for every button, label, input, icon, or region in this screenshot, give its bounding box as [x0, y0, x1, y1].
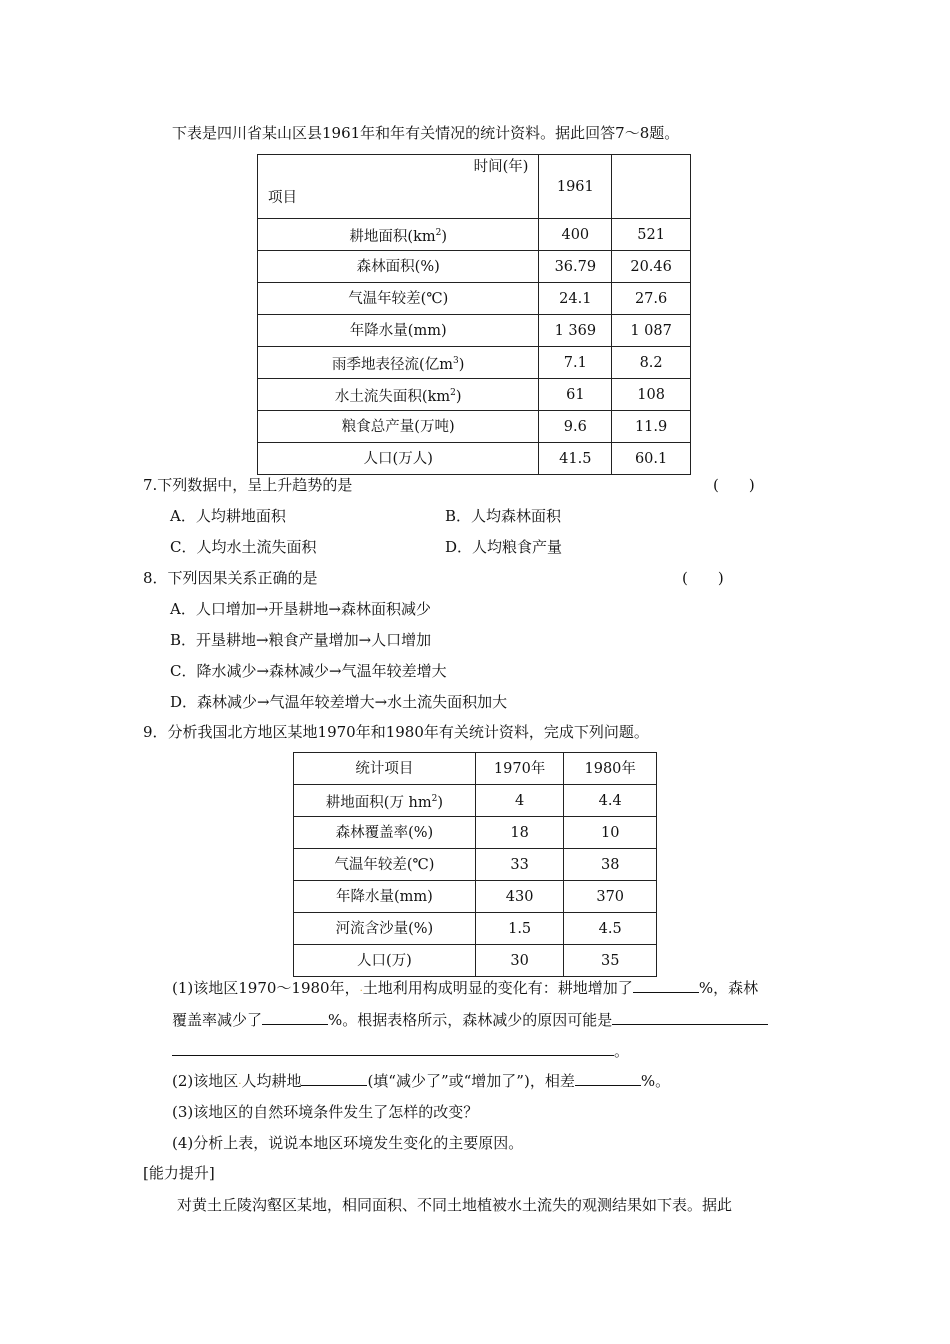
q9-sub1-part-a: (1)该地区1970～1980年，: [172, 979, 360, 997]
blank-per-capita-change[interactable]: [301, 1071, 367, 1086]
q9-sub1-line1: [172, 978, 758, 1001]
cell-value: 36.79: [539, 251, 612, 283]
table-row: [294, 945, 657, 977]
blank-forest-reason-continued[interactable]: [172, 1041, 614, 1056]
table-1-diagonal-header: [258, 155, 539, 219]
table-row: [258, 251, 691, 283]
q8-answer-paren: ( ): [682, 569, 724, 587]
header-col-2: [612, 155, 691, 219]
q9-sub2-part-b: 人均耕地: [241, 1072, 302, 1090]
q9-sub1-end: 。: [614, 1042, 630, 1060]
row-label: 气温年较差(℃): [258, 283, 539, 315]
header-1980: 1980年: [564, 753, 657, 785]
cell-value: 35: [564, 945, 657, 977]
q8-option-d: D．森林减少→气温年较差增大→水土流失面积加大: [170, 693, 508, 711]
cell-value: 4: [475, 785, 564, 817]
cell-value: 1 369: [539, 315, 612, 347]
row-label: 河流含沙量(%): [294, 913, 476, 945]
row-label: 耕地面积$(km^2)$: [258, 219, 539, 251]
blank-forest-reason[interactable]: [612, 1010, 768, 1025]
cell-value: 18: [475, 817, 564, 849]
header-col-1: 1961: [539, 155, 612, 219]
q9-sub4: (4)分析上表，说说本地区环境发生变化的主要原因。: [172, 1134, 524, 1152]
cell-value: 1.5: [475, 913, 564, 945]
table-row: [258, 411, 691, 443]
row-label: 粮食总产量(万吨): [258, 411, 539, 443]
header-time: 时间(年): [473, 159, 529, 175]
row-label: 年降水量(mm): [258, 315, 539, 347]
intro-text: 下表是四川省某山区县1961年和年有关情况的统计资料。据此回答7～8题。: [172, 124, 680, 142]
q9-sub2-part-c: (填“减少了”或“增加了”)，相差: [367, 1072, 575, 1090]
table-2: [293, 752, 657, 977]
cell-value: 108: [612, 379, 691, 411]
table-row: [294, 817, 657, 849]
edit-mark-icon: .: [238, 1076, 242, 1087]
edit-mark-icon: .: [359, 983, 363, 994]
row-label: 水土流失面积$(km^2)$: [258, 379, 539, 411]
q9-sub2-part-a: (2)该地区: [172, 1072, 239, 1090]
row-label: 耕地面积(万 $hm^2$): [294, 785, 476, 817]
cell-value: 430: [475, 881, 564, 913]
cell-value: 27.6: [612, 283, 691, 315]
q9-sub1-line3: [172, 1041, 629, 1061]
cell-value: 38: [564, 849, 657, 881]
cell-value: 11.9: [612, 411, 691, 443]
cell-value: 4.4: [564, 785, 657, 817]
header-item: 统计项目: [294, 753, 476, 785]
q9-sub2-part-d: %。: [640, 1072, 671, 1090]
row-label: 人口(万人): [258, 443, 539, 475]
table-row: [294, 785, 657, 817]
section-heading: [能力提升]: [143, 1164, 215, 1182]
table-row: [258, 443, 691, 475]
table-row: [258, 219, 691, 251]
row-label: 气温年较差(℃): [294, 849, 476, 881]
row-label: 人口(万): [294, 945, 476, 977]
q7-stem: 7.下列数据中，呈上升趋势的是: [143, 476, 353, 494]
q8-option-a: A．人口增加→开垦耕地→森林面积减少: [170, 600, 431, 618]
q7-answer-paren: ( ): [713, 476, 755, 494]
cell-value: 10: [564, 817, 657, 849]
row-label: 森林面积(%): [258, 251, 539, 283]
header-1970: 1970年: [475, 753, 564, 785]
blank-per-capita-diff[interactable]: [575, 1071, 641, 1086]
q9-stem: 9．分析我国北方地区某地1970年和1980年有关统计资料，完成下列问题。: [143, 723, 649, 741]
row-label: 年降水量(mm): [294, 881, 476, 913]
cell-value: 7.1: [539, 347, 612, 379]
cell-value: 8.2: [612, 347, 691, 379]
q9-sub1-part-e: %。根据表格所示，森林减少的原因可能是: [328, 1011, 613, 1029]
q7-option-d: D．人均粮食产量: [445, 538, 563, 556]
row-label: 雨季地表径流(亿$m^3$): [258, 347, 539, 379]
table-row: [258, 347, 691, 379]
q9-sub1-line2: [172, 1010, 768, 1030]
cell-value: 30: [475, 945, 564, 977]
q9-sub1-part-b: 土地利用构成明显的变化有：耕地增加了: [362, 979, 633, 997]
table-row: [258, 283, 691, 315]
cell-value: 24.1: [539, 283, 612, 315]
blank-forest-decrease[interactable]: [262, 1010, 328, 1025]
q8-option-c: C．降水减少→森林减少→气温年较差增大: [170, 662, 447, 680]
table-1: [257, 154, 691, 475]
cell-value: 1 087: [612, 315, 691, 347]
cell-value: 60.1: [612, 443, 691, 475]
q9-sub1-part-d: 覆盖率减少了: [172, 1011, 263, 1029]
table-row: [258, 315, 691, 347]
cell-value: 33: [475, 849, 564, 881]
q8-option-b: B．开垦耕地→粮食产量增加→人口增加: [170, 631, 432, 649]
q7-option-c: C．人均水土流失面积: [170, 538, 317, 556]
cell-value: 400: [539, 219, 612, 251]
table-row: [258, 379, 691, 411]
last-paragraph: 对黄土丘陵沟壑区某地，相同面积、不同土地植被水土流失的观测结果如下表。据此: [177, 1196, 733, 1214]
header-item: 项目: [268, 190, 297, 206]
table-row: [294, 881, 657, 913]
table-row: [294, 913, 657, 945]
q9-sub2: [172, 1071, 670, 1094]
row-label: 森林覆盖率(%): [294, 817, 476, 849]
cell-value: 41.5: [539, 443, 612, 475]
cell-value: 61: [539, 379, 612, 411]
blank-cropland-increase[interactable]: [633, 978, 699, 993]
q9-sub1-part-c: %，森林: [698, 979, 759, 997]
cell-value: 20.46: [612, 251, 691, 283]
cell-value: 9.6: [539, 411, 612, 443]
cell-value: 370: [564, 881, 657, 913]
cell-value: 521: [612, 219, 691, 251]
q7-option-a: A．人均耕地面积: [170, 507, 286, 525]
q9-sub3: (3)该地区的自然环境条件发生了怎样的改变？: [172, 1103, 479, 1121]
q8-stem: 8．下列因果关系正确的是: [143, 569, 318, 587]
table-row: [294, 849, 657, 881]
cell-value: 4.5: [564, 913, 657, 945]
q7-option-b: B．人均森林面积: [445, 507, 562, 525]
